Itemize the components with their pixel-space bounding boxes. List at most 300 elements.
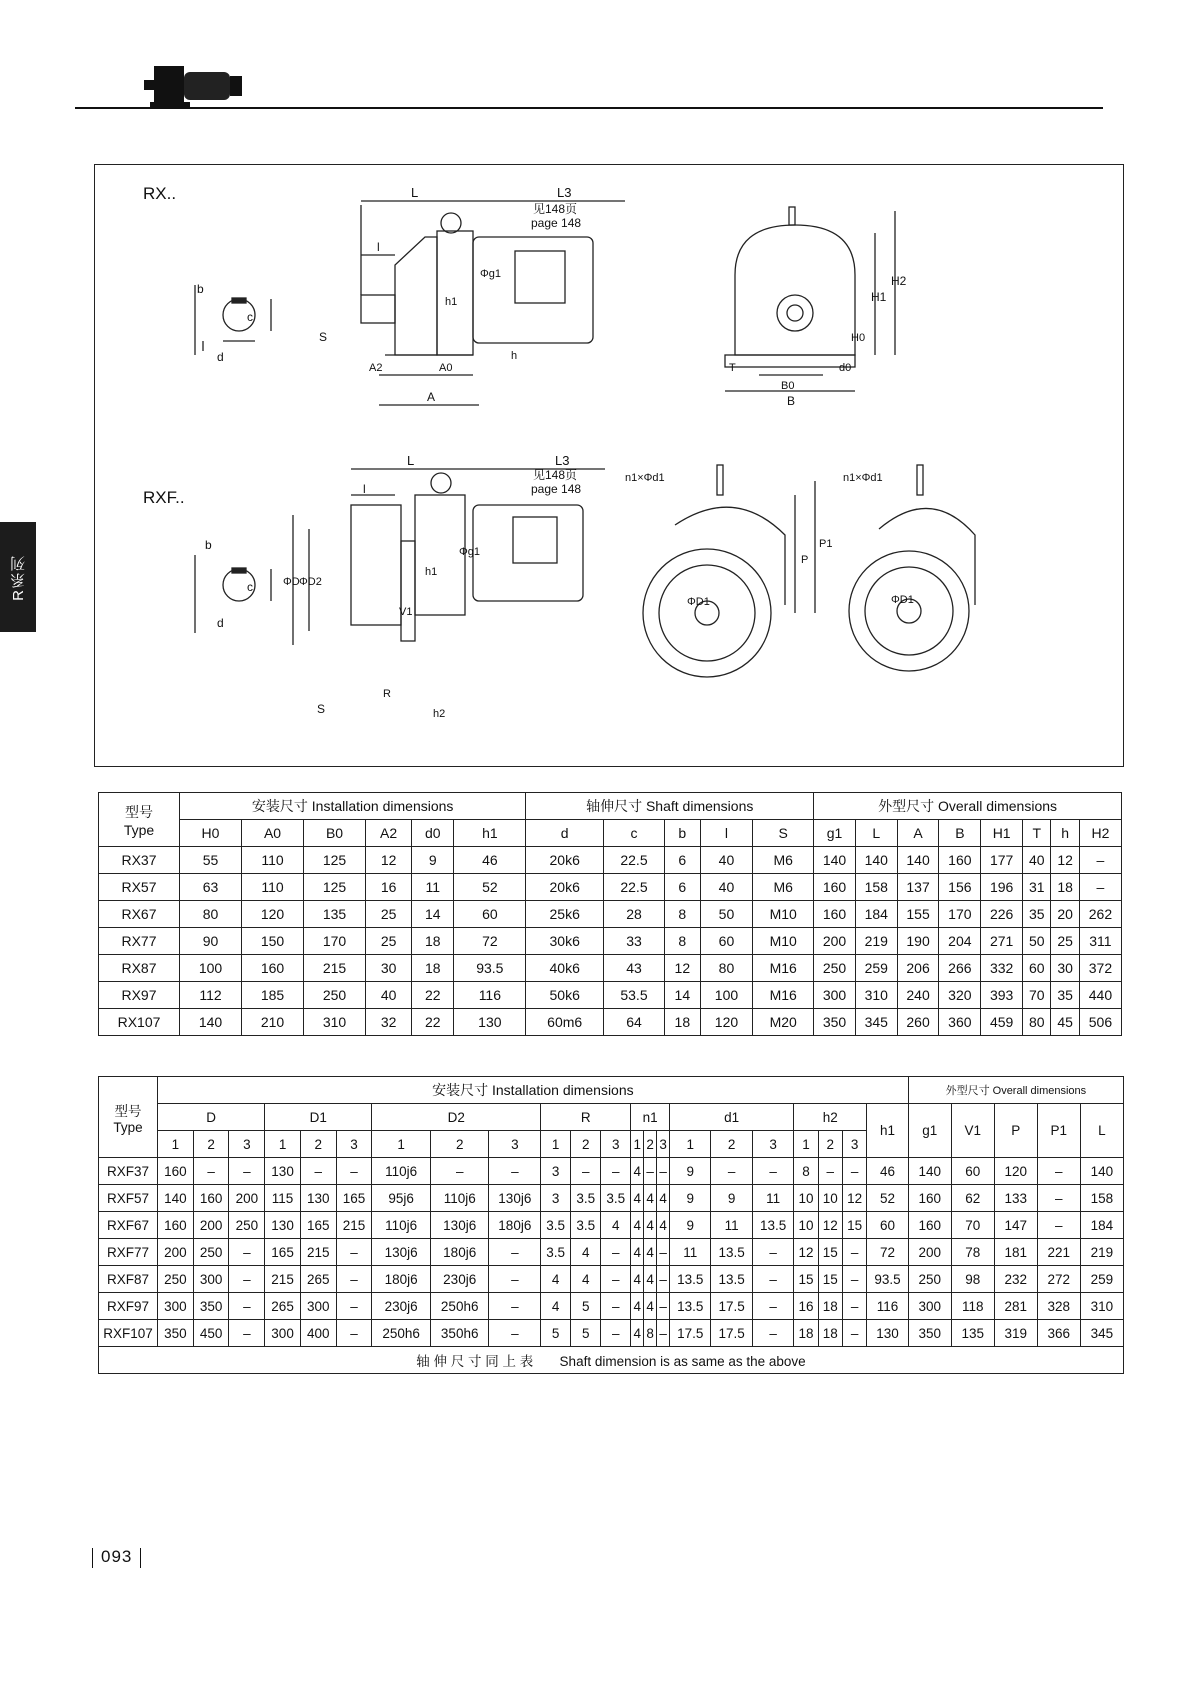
value-cell: 9 [670,1185,711,1212]
table-row [99,901,1122,928]
value-cell: 450 [193,1320,229,1347]
column-header: l [700,820,753,847]
value-cell: – [842,1158,866,1185]
value-cell: 18 [818,1293,842,1320]
value-cell: 140 [180,1009,242,1036]
value-cell: 366 [1037,1320,1080,1347]
value-cell: 350 [193,1293,229,1320]
value-cell: 18 [664,1009,700,1036]
table-row [99,982,1122,1009]
value-cell: – [193,1158,229,1185]
value-cell: 130j6 [372,1239,431,1266]
value-cell: 200 [158,1239,194,1266]
rx-d-label: d [217,350,224,364]
value-cell: 22.5 [604,874,665,901]
value-cell: 72 [454,928,526,955]
value-cell: 226 [981,901,1023,928]
value-cell: 14 [412,901,454,928]
value-cell: – [711,1158,752,1185]
value-cell: 12 [664,955,700,982]
value-cell: 180j6 [430,1239,489,1266]
type-cell: RXF107 [99,1320,158,1347]
value-cell: 4 [644,1185,657,1212]
table-row [99,874,1122,901]
index-header: 3 [489,1131,541,1158]
value-cell: 45 [1051,1009,1079,1036]
value-cell: 250 [304,982,366,1009]
value-cell: – [752,1293,793,1320]
value-cell: 130 [300,1185,336,1212]
value-cell: 60m6 [526,1009,604,1036]
value-cell: 140 [814,847,856,874]
value-cell: 204 [939,928,981,955]
value-cell: 70 [1023,982,1051,1009]
value-cell: 13.5 [670,1266,711,1293]
value-cell: 100 [700,982,753,1009]
install-group-header: 安装尺寸 Installation dimensions [158,1077,909,1104]
value-cell: 6 [664,874,700,901]
value-cell: 52 [867,1185,908,1212]
table-row [99,1185,1124,1212]
rx-l-label: l [377,240,380,254]
value-cell: – [489,1293,541,1320]
value-cell: 140 [908,1158,951,1185]
value-cell: 181 [994,1239,1037,1266]
rxf-S-label: S [317,702,326,716]
value-cell: 140 [897,847,939,874]
index-header: 3 [601,1131,631,1158]
value-cell: 393 [981,982,1023,1009]
value-cell: 147 [994,1212,1037,1239]
value-cell: 130 [265,1212,301,1239]
value-cell: M16 [753,955,814,982]
value-cell: 4 [644,1266,657,1293]
value-cell: M10 [753,901,814,928]
value-cell: 272 [1037,1266,1080,1293]
value-cell: – [818,1158,842,1185]
value-cell: 13.5 [752,1212,793,1239]
value-cell: 93.5 [454,955,526,982]
value-cell: 4 [541,1266,571,1293]
value-cell: 40 [1023,847,1051,874]
column-header: h [1051,820,1079,847]
table-row [99,955,1122,982]
value-cell: 40 [700,874,753,901]
overall-group-header: 外型尺寸 Overall dimensions [908,1077,1123,1104]
value-cell: – [752,1239,793,1266]
rxf-dimension-table [98,1076,1124,1374]
column-header: S [753,820,814,847]
value-cell: 281 [994,1293,1037,1320]
value-cell: 15 [818,1266,842,1293]
value-cell: 46 [867,1158,908,1185]
value-cell: 200 [193,1212,229,1239]
index-header: 1 [372,1131,431,1158]
value-cell: 130 [265,1158,301,1185]
value-cell: 266 [939,955,981,982]
rx-H0-label: H0 [851,332,866,344]
value-cell: 170 [939,901,981,928]
value-cell: 160 [158,1212,194,1239]
value-cell: 22.5 [604,847,665,874]
value-cell: 350 [908,1320,951,1347]
value-cell: 5 [571,1320,601,1347]
value-cell: 12 [842,1185,866,1212]
value-cell: 125 [304,874,366,901]
value-cell: 311 [1079,928,1121,955]
value-cell: 16 [794,1293,818,1320]
type-cell: RX97 [99,982,180,1009]
value-cell: 13.5 [711,1266,752,1293]
value-cell: 170 [304,928,366,955]
index-header: 2 [818,1131,842,1158]
rx-H1-label: H1 [871,290,887,304]
rxf-h1-label: h1 [425,566,438,578]
value-cell: – [430,1158,489,1185]
value-cell: 230j6 [372,1293,431,1320]
value-cell: 4 [657,1212,670,1239]
index-header: 2 [300,1131,336,1158]
index-header: 2 [571,1131,601,1158]
value-cell: 9 [670,1212,711,1239]
column-header: P1 [1037,1104,1080,1158]
value-cell: M20 [753,1009,814,1036]
value-cell: 5 [571,1293,601,1320]
value-cell: 14 [664,982,700,1009]
value-cell: 250 [908,1266,951,1293]
value-cell: 158 [1080,1185,1123,1212]
rx-T-label: T [729,362,736,374]
value-cell: – [601,1266,631,1293]
value-cell: 17.5 [670,1320,711,1347]
rxf-label: RXF.. [143,488,185,507]
value-cell: 4 [631,1239,644,1266]
value-cell: 156 [939,874,981,901]
subgroup-header: n1 [631,1104,670,1131]
value-cell: 80 [1023,1009,1051,1036]
column-header: A2 [366,820,412,847]
rxf-D-label: ΦD [283,576,300,588]
rx-page-ref-cn: 见148页 [533,202,578,216]
column-header: L [855,820,897,847]
type-cell: RXF77 [99,1239,158,1266]
value-cell: 184 [1080,1212,1123,1239]
value-cell: 110j6 [430,1185,489,1212]
value-cell: 200 [814,928,856,955]
type-cell: RX107 [99,1009,180,1036]
value-cell: 320 [939,982,981,1009]
rx-b-label: b [197,282,204,296]
value-cell: – [842,1266,866,1293]
value-cell: 60 [700,928,753,955]
value-cell: 120 [242,901,304,928]
value-cell: 11 [412,874,454,901]
value-cell: 22 [412,1009,454,1036]
value-cell: 160 [158,1158,194,1185]
value-cell: 8 [794,1158,818,1185]
value-cell: 160 [814,901,856,928]
value-cell: 3.5 [541,1212,571,1239]
column-header: A0 [242,820,304,847]
value-cell: – [657,1158,670,1185]
index-header: 1 [631,1131,644,1158]
rxf-P-label: P [801,554,809,566]
column-header: g1 [908,1104,951,1158]
value-cell: M16 [753,982,814,1009]
value-cell: – [601,1293,631,1320]
subgroup-header: R [541,1104,631,1131]
value-cell: 300 [158,1293,194,1320]
value-cell: 328 [1037,1293,1080,1320]
value-cell: 3 [541,1185,571,1212]
value-cell: 35 [1023,901,1051,928]
column-header: P [994,1104,1037,1158]
rx-L3-label: L3 [557,185,572,200]
value-cell: 50k6 [526,982,604,1009]
value-cell: – [336,1239,372,1266]
type-cell: RX87 [99,955,180,982]
column-header: A [897,820,939,847]
value-cell: 98 [951,1266,994,1293]
column-header: H1 [981,820,1023,847]
value-cell: – [489,1158,541,1185]
value-cell: 30 [1051,955,1079,982]
value-cell: – [229,1266,265,1293]
value-cell: 140 [158,1185,194,1212]
value-cell: 215 [300,1239,336,1266]
rx-B0-label: B0 [781,380,795,392]
value-cell: 25 [1051,928,1079,955]
value-cell: 3 [541,1158,571,1185]
value-cell: 50 [1023,928,1051,955]
value-cell: 350 [158,1320,194,1347]
value-cell: 15 [818,1239,842,1266]
value-cell: 265 [265,1293,301,1320]
value-cell: – [842,1239,866,1266]
table-footer-note: 轴 伸 尺 寸 同 上 表 Shaft dimension is as same as the above [99,1347,1124,1374]
value-cell: 116 [867,1293,908,1320]
value-cell: 135 [951,1320,994,1347]
value-cell: 8 [664,928,700,955]
rxf-L3-label: L3 [555,453,570,468]
table-row [99,1293,1124,1320]
value-cell: 64 [604,1009,665,1036]
value-cell: 180j6 [372,1266,431,1293]
column-header: b [664,820,700,847]
column-header: h1 [454,820,526,847]
value-cell: 4 [657,1185,670,1212]
value-cell: 200 [908,1239,951,1266]
rxf-R-label: R [383,688,391,700]
value-cell: 372 [1079,955,1121,982]
value-cell: 310 [1080,1293,1123,1320]
value-cell: 180j6 [489,1212,541,1239]
value-cell: 4 [631,1185,644,1212]
rxf-h2-label: h2 [433,708,446,720]
value-cell: 53.5 [604,982,665,1009]
index-header: 1 [670,1131,711,1158]
value-cell: 130 [454,1009,526,1036]
value-cell: 459 [981,1009,1023,1036]
value-cell: 15 [842,1212,866,1239]
value-cell: 165 [265,1239,301,1266]
value-cell: 70 [951,1212,994,1239]
value-cell: 125 [304,847,366,874]
value-cell: 332 [981,955,1023,982]
rx-B-label: B [787,394,796,408]
value-cell: 60 [454,901,526,928]
type-cell: RXF97 [99,1293,158,1320]
value-cell: 12 [1051,847,1079,874]
value-cell: 17.5 [711,1293,752,1320]
value-cell: 221 [1037,1239,1080,1266]
value-cell: 319 [994,1320,1037,1347]
table-row [99,847,1122,874]
value-cell: – [336,1158,372,1185]
type-header: 型号 Type [99,793,180,847]
value-cell: – [1079,874,1121,901]
value-cell: 4 [644,1293,657,1320]
value-cell: 300 [814,982,856,1009]
shaft-group-header: 轴伸尺寸 Shaft dimensions [526,793,814,820]
value-cell: 12 [818,1212,842,1239]
value-cell: – [752,1320,793,1347]
value-cell: 35 [1051,982,1079,1009]
value-cell: – [1037,1158,1080,1185]
technical-drawing [94,164,1124,767]
page-number: 093 [84,1547,149,1568]
rx-A2-label: A2 [369,362,383,374]
rxf-front2-D1-label: ΦD1 [891,594,914,606]
rxf-front1-D1-label: ΦD1 [687,596,710,608]
rxf-D2-label: ΦD2 [299,576,322,588]
index-header: 3 [842,1131,866,1158]
value-cell: 250 [158,1266,194,1293]
rxf-V1-label: V1 [399,606,413,618]
table-row [99,1009,1122,1036]
value-cell: 232 [994,1266,1037,1293]
value-cell: 110 [242,874,304,901]
column-header: c [604,820,665,847]
value-cell: 112 [180,982,242,1009]
value-cell: 133 [994,1185,1037,1212]
value-cell: 80 [180,901,242,928]
index-header: 1 [265,1131,301,1158]
subgroup-header: d1 [670,1104,794,1131]
rx-L-label: L [411,185,419,200]
value-cell: 300 [300,1293,336,1320]
value-cell: 4 [631,1320,644,1347]
column-header: B [939,820,981,847]
value-cell: 120 [700,1009,753,1036]
value-cell: – [489,1239,541,1266]
value-cell: 250 [193,1239,229,1266]
value-cell: 18 [412,928,454,955]
rx-dimension-table [98,792,1122,1036]
value-cell: 4 [601,1212,631,1239]
value-cell: 10 [794,1185,818,1212]
type-cell: RXF67 [99,1212,158,1239]
value-cell: – [657,1266,670,1293]
value-cell: – [489,1320,541,1347]
value-cell: 259 [855,955,897,982]
subgroup-header: D1 [265,1104,372,1131]
index-header: 2 [644,1131,657,1158]
value-cell: 250 [229,1212,265,1239]
rx-label: RX.. [143,184,177,203]
type-cell: RX67 [99,901,180,928]
rxf-P1-label: P1 [819,538,833,550]
value-cell: 4 [631,1293,644,1320]
column-header: d0 [412,820,454,847]
type-header: 型号 Type [99,1077,158,1158]
rxf-d-label: d [217,616,224,630]
value-cell: 206 [897,955,939,982]
type-cell: RXF57 [99,1185,158,1212]
column-header: B0 [304,820,366,847]
value-cell: 46 [454,847,526,874]
index-header: 2 [711,1131,752,1158]
value-cell: 17.5 [711,1320,752,1347]
overall-group-header: 外型尺寸 Overall dimensions [814,793,1122,820]
value-cell: 259 [1080,1266,1123,1293]
install-group-header: 安装尺寸 Installation dimensions [180,793,526,820]
rxf-b-label: b [205,538,212,552]
column-header: g1 [814,820,856,847]
rx-A0-label: A0 [439,362,453,374]
value-cell: 5 [541,1320,571,1347]
value-cell: 33 [604,928,665,955]
value-cell: 3.5 [601,1185,631,1212]
rx-g1-label: Φg1 [480,268,502,280]
value-cell: 9 [412,847,454,874]
value-cell: – [601,1320,631,1347]
column-header: V1 [951,1104,994,1158]
value-cell: 350 [814,1009,856,1036]
value-cell: 4 [631,1158,644,1185]
value-cell: M6 [753,874,814,901]
table-row [99,1266,1124,1293]
value-cell: 165 [336,1185,372,1212]
rxf-front2-nd1-label: n1×Φd1 [843,472,883,484]
value-cell: 300 [193,1266,229,1293]
value-cell: 95j6 [372,1185,431,1212]
value-cell: 120 [994,1158,1037,1185]
value-cell: 4 [631,1212,644,1239]
table-row [99,1320,1124,1347]
value-cell: 43 [604,955,665,982]
rxf-front1-nd1-label: n1×Φd1 [625,472,665,484]
value-cell: 300 [908,1293,951,1320]
rx-S-label: S [319,330,328,344]
value-cell: 72 [867,1239,908,1266]
index-header: 2 [193,1131,229,1158]
value-cell: 25 [366,928,412,955]
table-row [99,1158,1124,1185]
rx-H2-label: H2 [891,274,907,288]
header-rule [75,107,1103,109]
column-header: h1 [867,1104,908,1158]
value-cell: 10 [794,1212,818,1239]
value-cell: 40 [366,982,412,1009]
value-cell: 184 [855,901,897,928]
value-cell: 215 [304,955,366,982]
value-cell: 25k6 [526,901,604,928]
table-row [99,928,1122,955]
column-header: d [526,820,604,847]
value-cell: 10 [818,1185,842,1212]
value-cell: 90 [180,928,242,955]
